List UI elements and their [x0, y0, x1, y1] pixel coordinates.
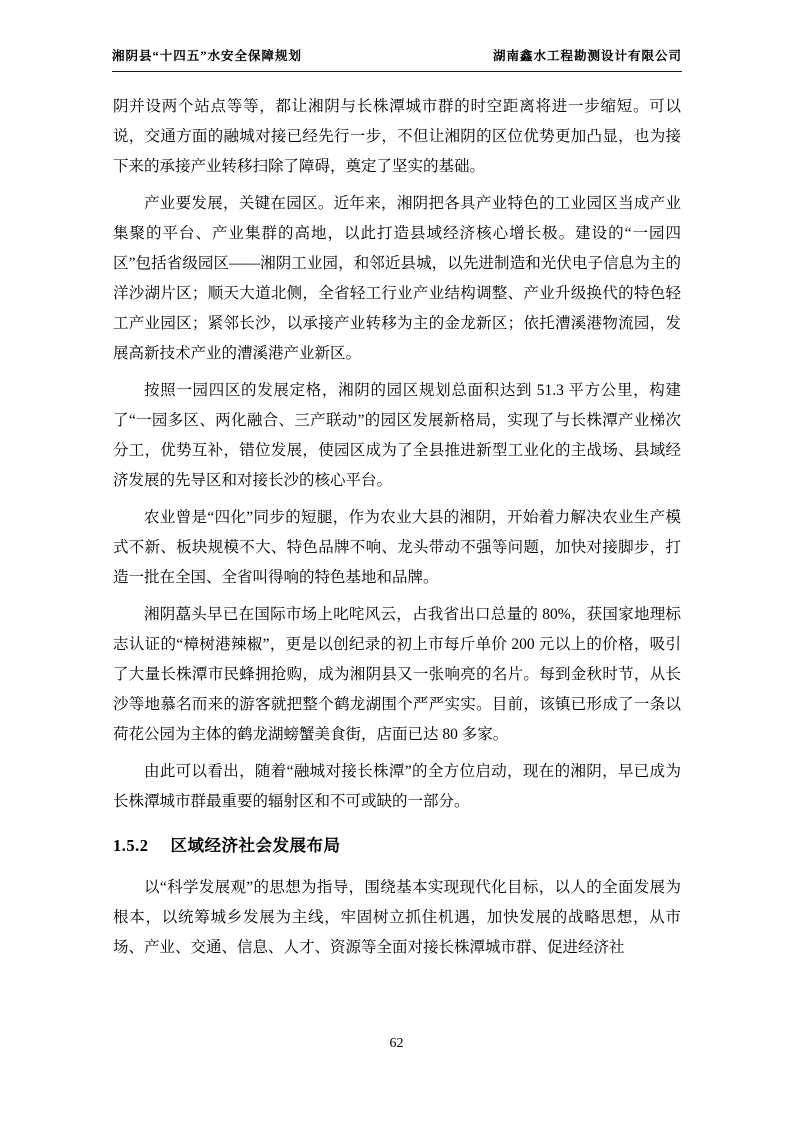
- paragraph: 阴并设两个站点等等，都让湘阴与长株潭城市群的时空距离将进一步缩短。可以说，交通方面的融城对接已经先行一步，不但让湘阴的区位优势更加凸显，也为接下来的承接产业转移扫除了障碍，奠定了坚实的基础。: [113, 98, 681, 175]
- section-heading-title: 区域经济社会发展布局: [170, 837, 341, 855]
- paragraph: 农业曾是“四化”同步的短腿，作为农业大县的湘阴，开始着力解决农业生产模式不新、板块规模不大、特色品牌不响、龙头带动不强等问题，加快对接脚步，打造一批在全国、全省叫得响的特色基地和品牌。: [113, 509, 681, 586]
- page-number: 62: [389, 1036, 404, 1051]
- page-footer: [0, 1036, 793, 1052]
- paragraph: 由此可以看出，随着“融城对接长株潭”的全方位启动，现在的湘阴，早已成为长株潭城市群最重要的辐射区和不可或缺的一部分。: [113, 763, 681, 810]
- page-body: [113, 92, 681, 970]
- paragraph: 以“科学发展观”的思想为指导，围绕基本实现现代化目标，以人的全面发展为根本，以统筹城乡发展为主线，牢固树立抓住机遇，加快发展的战略思想，从市场、产业、交通、信息、人才、资源等全面对接长株潭城市群、促进经济社: [113, 879, 681, 956]
- page-header: [112, 46, 682, 72]
- paragraph: 按照一园四区的发展定格，湘阴的园区规划总面积达到 51.3 平方公里，构建了“一园多区、两化融合、三产联动”的园区发展新格局，实现了与长株潭产业梯次分工，优势互补，错位发展，使园区成为了全县推进新型工业化的主战场、县域经济发展的先导区和对接长沙的核心平台。: [113, 382, 681, 489]
- paragraph: 产业要发展，关键在园区。近年来，湘阴把各具产业特色的工业园区当成产业集聚的平台、产业集群的高地，以此打造县域经济核心增长极。建设的“一园四区”包括省级园区——湘阴工业园，和邻近县城，以先进制造和光伏电子信息为主的洋沙湖片区；顺天大道北侧，全省轻工行业产业结构调整、产业升级换代的特色轻工产业园区；紧邻长沙，以承接产业转移为主的金龙新区；依托漕溪港物流园，发展高新技术产业的漕溪港产业新区。: [113, 195, 681, 362]
- header-doc-title: 湘阴县“十四五”水安全保障规划: [112, 49, 303, 63]
- section-heading-number: 1.5.2: [113, 836, 149, 855]
- header-company-name: 湖南鑫水工程勘测设计有限公司: [492, 49, 682, 63]
- paragraph: 湘阴藠头早已在国际市场上叱咤风云，占我省出口总量的 80%，获国家地理标志认证的“樟树港辣椒”，更是以创纪录的初上市每斤单价 200 元以上的价格，吸引了大量长株潭市民蜂拥抢购，成为湘阴县又一张响亮的名片。每到金秋时节，从长沙等地慕名而来的游客就把整个鹤龙湖围个严严实实。目前，该镇已形成了一条以荷花公园为主体的鹤龙湖螃蟹美食街，店面已达 80 多家。: [113, 606, 681, 743]
- section-heading: [113, 831, 681, 861]
